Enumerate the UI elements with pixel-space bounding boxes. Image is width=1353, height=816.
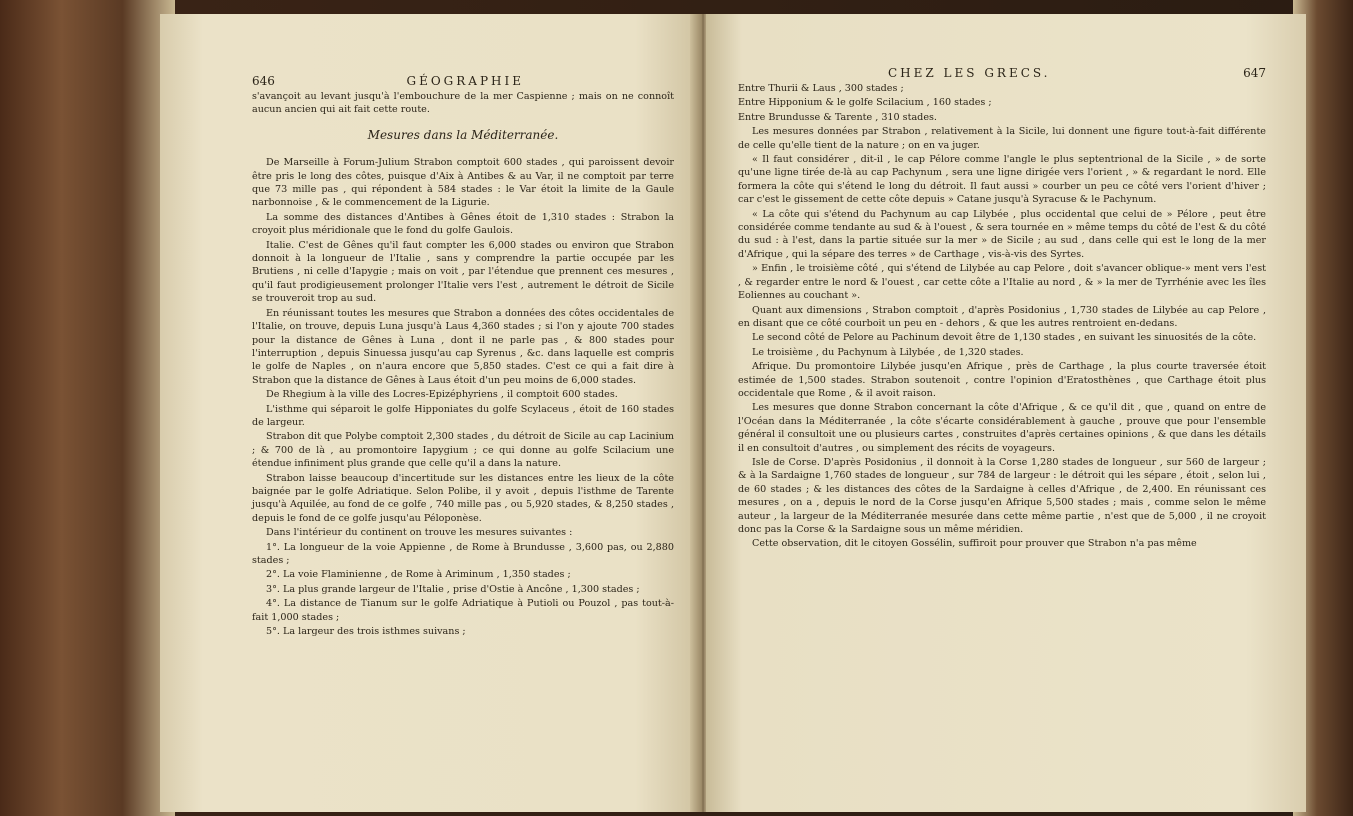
- left-paragraph: 2°. La voie Flaminienne , de Rome à Ariminum , 1,350 stades ;: [266, 569, 571, 581]
- right-paragraph: » Enfin , le troisième côté , qui s'étend de Lilybée au cap Pelore , doit s'avancer oblique-» ment vers l'est , & regarder entre le nord & l'ouest , car cette côte a l'Italie au nord , & » la mer de Tyrrhénie avec les îles Eoliennes au couchant ».: [738, 263, 1266, 302]
- left-paragraph: L'isthme qui séparoit le golfe Hipponiates du golfe Scylaceus , étoit de 160 stades de largeur.: [252, 403, 674, 428]
- section-heading: Mesures dans la Méditerranée.: [367, 127, 559, 142]
- right-page-number: 647: [1243, 66, 1266, 80]
- right-paragraph: Les mesures que donne Strabon concernant la côte d'Afrique , & ce qu'il dit , que , quand on entre de l'Océan dans la Méditerranée , la côte s'écarte considérablement à gauche , prouve que pour l'ensemble général il consultoit une ou plusieurs cartes , construites d'après certaines opinions , & que dans les détails il en consultoit d'autres , ou simplement des récits de voyageurs.: [738, 402, 1266, 454]
- right-paragraph: Entre Thurii & Laus , 300 stades ;: [738, 83, 904, 94]
- right-paragraph: Cette observation, dit le citoyen Gossélin, suffiroit pour prouver que Strabon n'a pas même: [752, 538, 1197, 550]
- left-text: [252, 90, 674, 638]
- left-top-lines: s'avançoit au levant jusqu'à l'embouchure de la mer Caspienne ; mais on ne connoît aucun ancien qui ait fait cette route.: [252, 91, 674, 116]
- left-paragraph: 1°. La longueur de la voie Appienne , de Rome à Brundusse , 3,600 pas, ou 2,880 stades ;: [252, 541, 674, 566]
- right-paragraph: Le troisième , du Pachynum à Lilybée , de 1,320 stades.: [752, 346, 1024, 358]
- left-paragraph: 5°. La largeur des trois isthmes suivans ;: [266, 626, 466, 638]
- left-paragraph: Strabon dit que Polybe comptoit 2,300 stades , du détroit de Sicile au cap Lacinium ; & 700 de là , au promontoire Iapygium ; ce qui donne au golfe Scilacium une étendue infiniment plus grande que celle qu'il a dans la nature.: [252, 431, 674, 470]
- right-running-title: CHEZ LES GRECS.: [888, 66, 1051, 80]
- right-page: [706, 14, 1306, 812]
- left-paragraph: En réunissant toutes les mesures que Strabon a données des côtes occidentales de l'Italie, on trouve, depuis Luna jusqu'à Laus 4,360 stades ; si l'on y ajoute 700 stades pour la distance de Gênes à Luna , dont il ne parle pas , & 800 stades pour l'interruption , depuis Sinuessa jusqu'au cap Syrenus , &c. dans laquelle est compris le golfe de Naples , on n'aura encore que 5,850 stades. C'est ce qui a fait dire à Strabon que la distance de Gênes à Laus étoit d'un peu moins de 6,000 stades.: [252, 307, 674, 386]
- binding-left: [0, 0, 175, 816]
- right-paragraph: Entre Hipponium & le golfe Scilacium , 160 stades ;: [738, 97, 992, 109]
- left-paragraph: 3°. La plus grande largeur de l'Italie , prise d'Ostie à Ancône , 1,300 stades ;: [266, 583, 640, 595]
- left-paragraph: La somme des distances d'Antibes à Gênes étoit de 1,310 stades : Strabon la croyoit plus méridionale que le fond du golfe Gaulois.: [252, 211, 674, 237]
- left-running-title: GÉOGRAPHIE: [406, 74, 524, 88]
- left-running-head: [252, 74, 674, 88]
- right-paragraph: Afrique. Du promontoire Lilybée jusqu'en Afrique , près de Carthage , la plus courte traversée étoit estimée de 1,500 stades. Strabon soutenoit , contre l'opinion d'Eratosthènes , que Carthage étoit plus occidentale que Rome , & il avoit raison.: [738, 361, 1266, 399]
- right-paragraph: Quant aux dimensions , Strabon comptoit , d'après Posidonius , 1,730 stades de Lilybée au cap Pelore , en disant que ce côté courboit un peu en - dehors , & que les autres rentroient en-dedans.: [738, 304, 1266, 329]
- left-paragraph: 4°. La distance de Tianum sur le golfe Adriatique à Putioli ou Pouzol , pas tout-à-fait 1,000 stades ;: [252, 598, 674, 623]
- right-paragraph: Isle de Corse. D'après Posidonius , il donnoit à la Corse 1,280 stades de longueur , sur 560 de largeur ; & à la Sardaigne 1,760 stades de longueur , sur 784 de largeur : le détroit qui les sépare , étoit , selon lui , de 60 stades ; & les distances des côtes de la Sardaigne à celles d'Afrique , de 2,400. En réunissant ces mesures , on a , depuis le nord de la Corse jusqu'en Afrique 5,500 stades ; mais , comme selon le même auteur , la largeur de la Méditerranée mesurée dans cette même partie , n'est que de 5,000 , il ne croyoit donc pas la Corse & la Sardaigne sous un même méridien.: [738, 456, 1266, 535]
- right-text: [738, 82, 1266, 551]
- left-page-number: 646: [252, 74, 275, 88]
- right-paragraph: Le second côté de Pelore au Pachinum devoit être de 1,130 stades , en suivant les sinuosités de la côte.: [752, 332, 1257, 344]
- right-paragraph: « La côte qui s'étend du Pachynum au cap Lilybée , plus occidental que celui de » Pélore , peut être considérée comme tendante au sud & à l'ouest , & sera tournée en » même temps du côté de l'est & du côté du sud : à l'est, dans la partie située sur la mer » de Sicile ; au sud , dans celle qui est le long de la mer d'Afrique , qui la sépare des terres » de Carthage , vis-à-vis des Syrtes.: [738, 208, 1266, 260]
- left-paragraph: Strabon laisse beaucoup d'incertitude sur les distances entre les lieux de la côte baignée par le golfe Adriatique. Selon Polibe, il y avoit , depuis l'isthme de Tarente jusqu'à Aquilée, au fond de ce golfe , 740 mille pas , ou 5,920 stades, & 8,250 stades , depuis le fond de ce golfe jusqu'au Péloponèse.: [252, 472, 674, 524]
- right-running-head: [738, 66, 1266, 80]
- right-paragraph: Les mesures données par Strabon , relativement à la Sicile, lui donnent une figure tout-à-fait différente de celle qu'elle tient de la nature ; on en va juger.: [738, 126, 1266, 151]
- left-page: [160, 14, 700, 812]
- left-paragraph: De Marseille à Forum-Julium Strabon comptoit 600 stades , qui paroissent devoir être pris le long des côtes, puisque d'Aix à Antibes & au Var, il ne comptoit par terre que 73 mille pas , qui répondent à 584 stades : le Var étoit la limite de la Gaule narbonnoise , & le commencement de la Ligurie.: [252, 157, 674, 209]
- left-paragraph: Italie. C'est de Gênes qu'il faut compter les 6,000 stades ou environ que Strabon donnoit à la longueur de l'Italie , sans y comprendre la partie occupée par les Brutiens , ni celle d'Iapygie ; mais on voit , par l'étendue que prennent ces mesures , qu'il faut prodigieusement prolonger l'Italie vers l'est , autrement le détroit de Sicile se trouveroit trop au sud.: [252, 239, 674, 305]
- left-paragraph: Dans l'intérieur du continent on trouve les mesures suivantes :: [266, 527, 573, 539]
- right-paragraph: Entre Brundusse & Tarente , 310 stades.: [738, 111, 937, 123]
- right-paragraph: « Il faut considérer , dit-il , le cap Pélore comme l'angle le plus septentrional de la Sicile , » de sorte qu'une ligne tirée de-là au cap Pachynum , sera une ligne dirigée vers l'orient , » & regardant le nord. Elle formera la côte qui s'étend le long du détroit. Il faut aussi » courber un peu ce côté vers l'orient d'hiver ; car c'est le gissement de cette côte depuis » Catane jusqu'à Syracuse & le Pachynum.: [738, 154, 1266, 206]
- left-paragraph: De Rhegium à la ville des Locres-Epizéphyriens , il comptoit 600 stades.: [266, 389, 618, 401]
